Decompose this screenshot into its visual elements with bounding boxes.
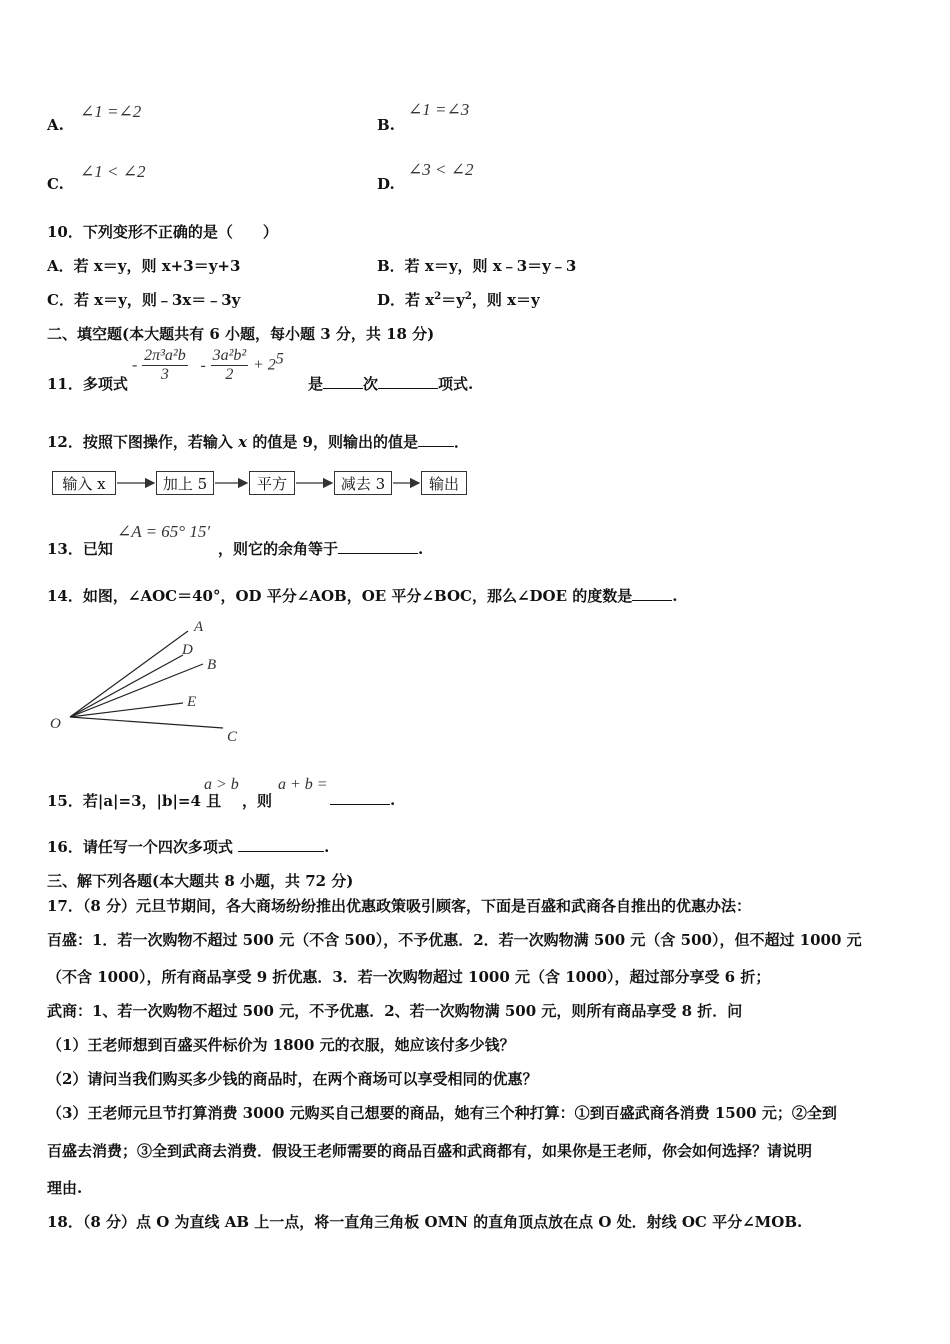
label-o: O xyxy=(50,716,61,732)
q11-prefix: 11．多项式 xyxy=(47,375,128,393)
q18-stem: 18．（8 分）点 O 为直线 AB 上一点，将一直角三角板 OMN 的直角顶点放在点 O 处．射线 OC 平分∠MOB. xyxy=(47,1213,803,1231)
option-c-math: ∠1 < ∠2 xyxy=(80,162,146,181)
q13-blank xyxy=(338,539,418,554)
q17-sub-3c: 理由. xyxy=(47,1179,83,1197)
q15-expression: a + b = xyxy=(278,776,328,793)
q15-answer: . xyxy=(330,790,395,809)
q15-blank xyxy=(330,790,390,805)
q10-option-d: D．若 $x^2=y^2$，则 x＝y xyxy=(377,291,540,309)
option-a-math: ∠1 =∠2 xyxy=(80,102,142,121)
flow-box-output: 输出 xyxy=(421,471,467,495)
q15-prefix: 15．若|a|=3，|b|=4 且 xyxy=(47,792,222,810)
option-a-label: A. xyxy=(47,116,64,134)
flow-box-add5: 加上 5 xyxy=(156,471,214,495)
q17-sub-3a: （3）王老师元旦节打算消费 3000 元购买自己想要的商品，她有三个种打算：①到百盛武商各消费 1500 元；②全到 xyxy=(47,1104,837,1122)
q11-answer-line: 是 次 项式. xyxy=(308,375,474,393)
label-e: E xyxy=(187,694,197,710)
q15-condition: a > b xyxy=(204,776,239,793)
q10-option-b: B．若 x＝y，则 x﹣3＝y﹣3 xyxy=(377,257,577,275)
ray-od xyxy=(70,655,183,717)
label-c: C xyxy=(227,729,238,745)
q12-stem: 12．按照下图操作，若输入 x 的值是 9，则输出的值是 ． xyxy=(47,433,469,451)
flow-box-subtract3: 减去 3 xyxy=(334,471,392,495)
q10-option-c: C．若 x＝y，则﹣3x＝﹣3y xyxy=(47,291,241,309)
flow-box-input: 输入 x xyxy=(52,471,116,495)
option-b-label: B. xyxy=(377,116,395,134)
q17-sub-1: （1）王老师想到百盛买件标价为 1800 元的衣服，她应该付多少钱？ xyxy=(47,1036,515,1054)
q14-stem: 14．如图，∠AOC＝40°，OD 平分∠AOB，OE 平分∠BOC，那么∠DOE 的度数是 . xyxy=(47,587,678,605)
q11-fraction-2: $\frac{\text{3a²b²}}{2}$ xyxy=(212,347,247,383)
q17-line-1: 17．（8 分）元旦节期间，各大商场纷纷推出优惠政策吸引顾客，下面是百盛和武商各自推出的优惠办法： xyxy=(47,897,752,915)
label-b: B xyxy=(207,657,217,673)
q15-mid: ，则 xyxy=(242,792,273,810)
option-d-math: ∠3 < ∠2 xyxy=(408,160,474,179)
q10-stem: 10．下列变形不正确的是（ ） xyxy=(47,223,278,241)
q13-math: ∠A = 65° 15′ xyxy=(117,522,211,541)
flow-arrows xyxy=(0,0,950,520)
section3-title: 三、解下列各题(本大题共 8 小题，共 72 分) xyxy=(47,872,354,890)
q14-blank xyxy=(632,586,672,601)
q16-blank xyxy=(238,837,324,852)
option-c-label: C. xyxy=(47,175,64,193)
q16-stem: 16．请任写一个四次多项式 . xyxy=(47,838,330,856)
angle-figure xyxy=(40,612,260,752)
q17-line-2: 百盛：1．若一次购物不超过 500 元（不含 500），不予优惠．2．若一次购物满 500 元（含 500），但不超过 1000 元 xyxy=(47,931,862,949)
option-b-math: ∠1 =∠3 xyxy=(408,100,470,119)
q11-polynomial: - $\frac{\text{2π³a²b}}{3}$ - $\frac{\text{3a²b²}}{2}$ + $2^5$ xyxy=(132,347,284,383)
section2-title: 二、填空题(本大题共有 6 小题，每小题 3 分，共 18 分) xyxy=(47,325,435,343)
label-d: D xyxy=(182,642,193,658)
q17-sub-3b: 百盛去消费；③全到武商去消费．假设王老师需要的商品百盛和武商都有，如果你是王老师，你会如何选择？请说明 xyxy=(47,1142,813,1160)
option-d-label: D. xyxy=(377,175,395,193)
q17-line-3: （不含 1000），所有商品享受 9 折优惠．3．若一次购物超过 1000 元（含 1000），超过部分享受 6 折； xyxy=(47,968,771,986)
ray-oc xyxy=(70,717,223,728)
flow-box-square: 平方 xyxy=(249,471,295,495)
q11-fraction-1: $\frac{\text{2π³a²b}}{3}$ xyxy=(144,347,186,383)
label-a: A xyxy=(194,619,204,635)
q13-suffix: ，则它的余角等于 . xyxy=(218,540,424,558)
q10-option-a: A．若 x＝y，则 x+3＝y+3 xyxy=(47,257,241,275)
q17-sub-2: （2）请问当我们购买多少钱的商品时，在两个商场可以享受相同的优惠？ xyxy=(47,1070,538,1088)
q13-prefix: 13．已知 xyxy=(47,540,113,558)
q17-line-4: 武商：1、若一次购物不超过 500 元，不予优惠．2、若一次购物满 500 元，则所有商品享受 8 折．问 xyxy=(47,1002,743,1020)
